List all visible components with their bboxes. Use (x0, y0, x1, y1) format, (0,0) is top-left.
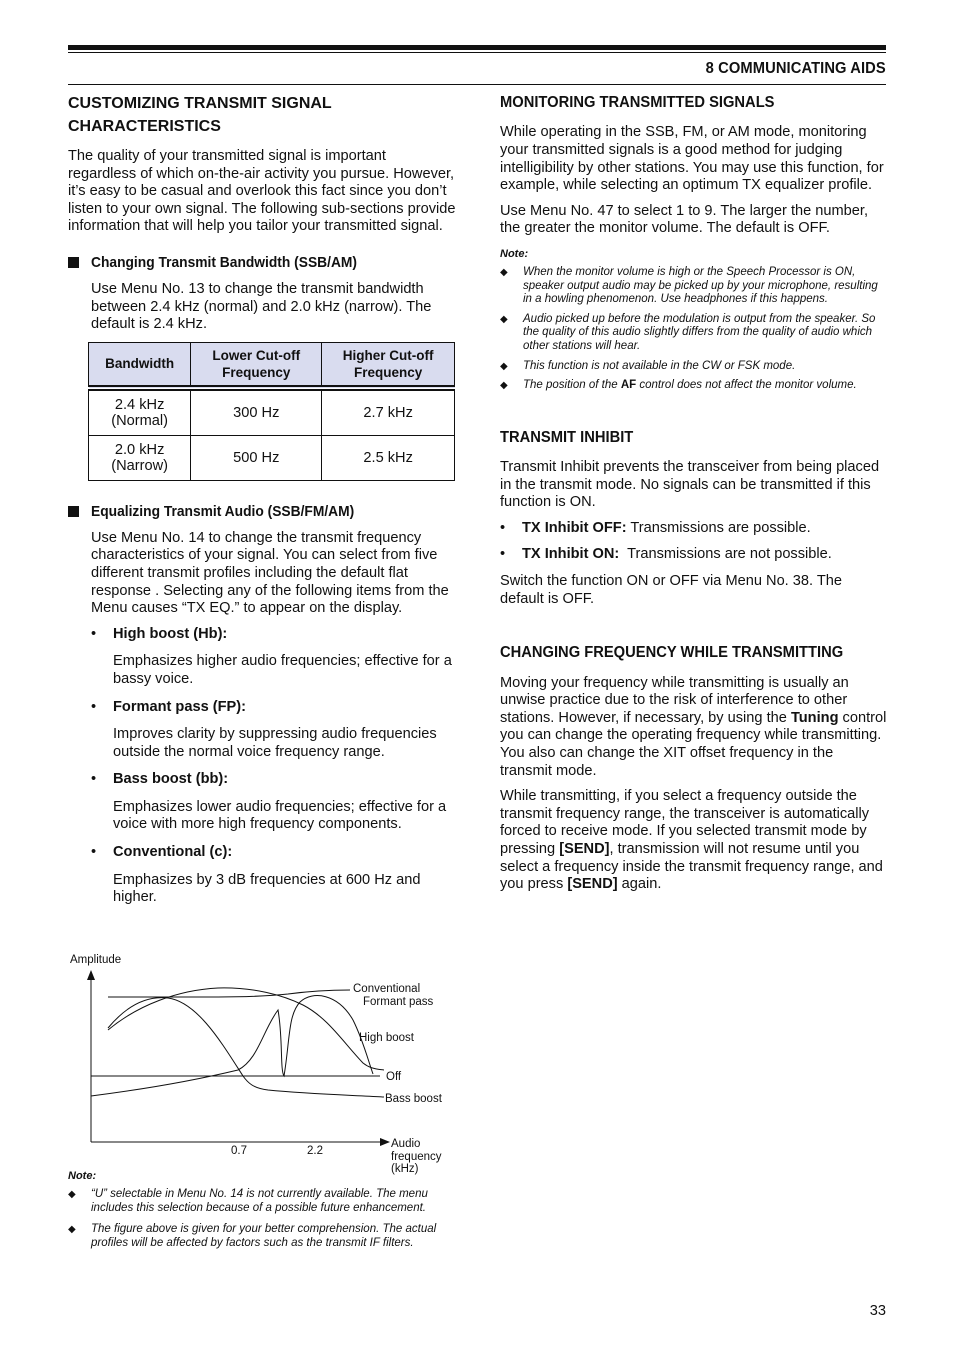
table-cell: 300 Hz (191, 388, 322, 436)
section-header: 8 COMMUNICATING AIDS (705, 60, 886, 77)
x-axis-label-line2: frequency (391, 1151, 442, 1163)
monitoring-p1: While operating in the SSB, FM, or AM mode, monitoring your transmitted signals is a good method for judging intelligibility by other stations. You may use this function, for example, while selecting an optimum TX equalizer profile. (500, 124, 884, 194)
series-high-boost-line (91, 996, 373, 1096)
list-item: • High boost (Hb): (91, 625, 228, 642)
note-item: ◆ The figure above is given for your better comprehension. The actual profiles will be affected by factors such as the transmit IF filters. (68, 1223, 437, 1249)
equalizing-text: Use Menu No. 14 to change the transmit frequency characteristics of your signal. You can select from five different transmit profiles including the default flat response . Selecting any of the following items from the Menu causes “TX EQ.” to appear on the display. (91, 529, 449, 617)
eq-profile-chart (68, 950, 458, 1175)
table-cell: 2.0 kHz (Narrow) (89, 435, 191, 480)
x-axis-label-line1: Audio (391, 1138, 421, 1150)
diamond-icon: ◆ (500, 380, 508, 392)
inhibit-title: TRANSMIT INHIBIT (500, 428, 634, 446)
label-formant-pass: Formant pass (363, 996, 434, 1008)
bandwidth-table (88, 342, 455, 481)
list-item: • Bass boost (bb): (91, 771, 229, 788)
item-label: High boost (Hb): (113, 625, 228, 642)
table-row (89, 435, 455, 480)
diamond-icon: ◆ (68, 1224, 76, 1236)
changing-p1: Moving your frequency while transmitting is usually an unwise practice due to the risk of interference to other stations. However, if necessary, by using the Tuning control you can change the operating frequency while transmitting. You also can change the XIT offset frequency in the transmit mode. (500, 674, 887, 779)
note-item: ◆ The position of the AF control does not affect the monitor volume. (500, 379, 857, 392)
note-item: ◆ When the monitor volume is high or the Speech Processor is ON, speaker output audio may be picked up by your microphone, resulting in a howling phenomenon. Use headphones if this happens. (500, 265, 878, 306)
diamond-icon: ◆ (500, 313, 508, 325)
inhibit-p1: Transmit Inhibit prevents the transceiver from being placed in the transmit mode. No signals can be transmitted if this function is ON. (500, 459, 880, 511)
item-desc: Emphasizes higher audio frequencies; effective for a bassy voice. (113, 653, 452, 687)
customizing-intro: The quality of your transmitted signal is important regardless of which on-the-air activity you pursue. However, it’s easy to be casual and overlook this fact since you don’t listen to your own signal. The following sub-sections provide information that will help you tailor your transmitted signal. (68, 148, 456, 235)
table-header-higher: Higher Cut-off Frequency (322, 342, 455, 388)
table-cell: 2.7 kHz (322, 388, 455, 436)
table-cell: 2.4 kHz (Normal) (89, 388, 191, 436)
square-bullet-icon (68, 257, 79, 268)
list-item: • TX Inhibit ON: Transmissions are not possible. (500, 546, 832, 563)
page-number: 33 (869, 1303, 886, 1319)
left-column (68, 92, 458, 915)
bandwidth-text: Use Menu No. 13 to change the transmit bandwidth between 2.4 kHz (normal) and 2.0 kHz (narrow). The default is 2.4 kHz. (91, 280, 432, 333)
list-item: • TX Inhibit OFF: Transmissions are possible. (500, 519, 811, 536)
inhibit-p2: Switch the function ON or OFF via Menu No. 38. The default is OFF. (500, 573, 843, 607)
item-desc: Emphasizes lower audio frequencies; effective for a voice with more high frequency components. (113, 798, 447, 833)
table-header-lower: Lower Cut-off Frequency (191, 342, 322, 388)
diamond-icon: ◆ (500, 360, 508, 372)
note-label: Note: (500, 247, 529, 260)
table-cell: 2.5 kHz (322, 435, 455, 480)
item-desc: Improves clarity by suppressing audio frequencies outside the normal voice frequency range. (113, 726, 437, 760)
equalizing-heading: Equalizing Transmit Audio (SSB/FM/AM) (68, 503, 458, 520)
customizing-title: CUSTOMIZING TRANSMIT SIGNAL CHARACTERISTICS (68, 95, 332, 135)
label-bass-boost: Bass boost (385, 1093, 442, 1105)
square-bullet-icon (68, 506, 79, 517)
label-conventional: Conventional (353, 983, 421, 995)
label-high-boost: High boost (359, 1032, 414, 1044)
diamond-icon: ◆ (500, 266, 508, 278)
diamond-icon: ◆ (68, 1189, 76, 1200)
bandwidth-heading: Changing Transmit Bandwidth (SSB/AM) (68, 254, 458, 271)
table-cell: 500 Hz (191, 435, 322, 480)
label-off: Off (386, 1071, 402, 1083)
monitoring-title: MONITORING TRANSMITTED SIGNALS (500, 94, 775, 111)
series-bass-boost-line (108, 998, 384, 1097)
item-label: Conventional (c): (113, 844, 233, 861)
note-label: Note: (68, 1170, 97, 1182)
chart-svg (68, 950, 458, 1175)
monitoring-p2: Use Menu No. 47 to select 1 to 9. The larger the number, the greater the monitor volume. The default is OFF. (500, 202, 869, 237)
x-tick-label: 2.2 (307, 1145, 323, 1157)
item-label: Bass boost (bb): (113, 771, 229, 788)
list-item: • Formant pass (FP): (91, 698, 246, 715)
left-notes (68, 1166, 450, 1256)
y-axis-arrow-icon (87, 970, 95, 980)
y-axis-label: Amplitude (70, 954, 122, 966)
item-label: Formant pass (FP): (113, 698, 246, 715)
x-tick-label: 0.7 (231, 1145, 247, 1157)
changing-title: CHANGING FREQUENCY WHILE TRANSMITTING (500, 644, 844, 662)
table-header-bandwidth: Bandwidth (89, 342, 191, 388)
x-axis-arrow-icon (380, 1138, 390, 1146)
list-item: • Conventional (c): (91, 844, 233, 861)
table-row (89, 388, 455, 436)
series-formant-line (108, 988, 384, 1070)
header-rule-thick (68, 45, 886, 50)
header-rule-thin (68, 52, 886, 53)
header-underline (68, 84, 886, 85)
x-axis-label-line3: (kHz) (391, 1163, 419, 1175)
note-item: ◆ “U” selectable in Menu No. 14 is not currently available. The menu includes this selection because of a possible future enhancement. (68, 1188, 428, 1214)
right-column (500, 92, 888, 902)
note-item: ◆ Audio picked up before the modulation is output from the speaker. So the quality of this audio slightly differs from the quality of audio which other stations will hear. (500, 312, 876, 352)
note-item: ◆ This function is not available in the CW or FSK mode. (500, 359, 796, 372)
changing-p2: While transmitting, if you select a frequency outside the transmit frequency range, the transceiver is automatically forced to receive mode. If you selected transmit mode by pressing [SEND], transmission will not resume until you select a frequency inside the transmit frequency range, and you press [SEND] again. (500, 788, 883, 893)
item-desc: Emphasizes by 3 dB frequencies at 600 Hz and higher. (113, 871, 421, 906)
